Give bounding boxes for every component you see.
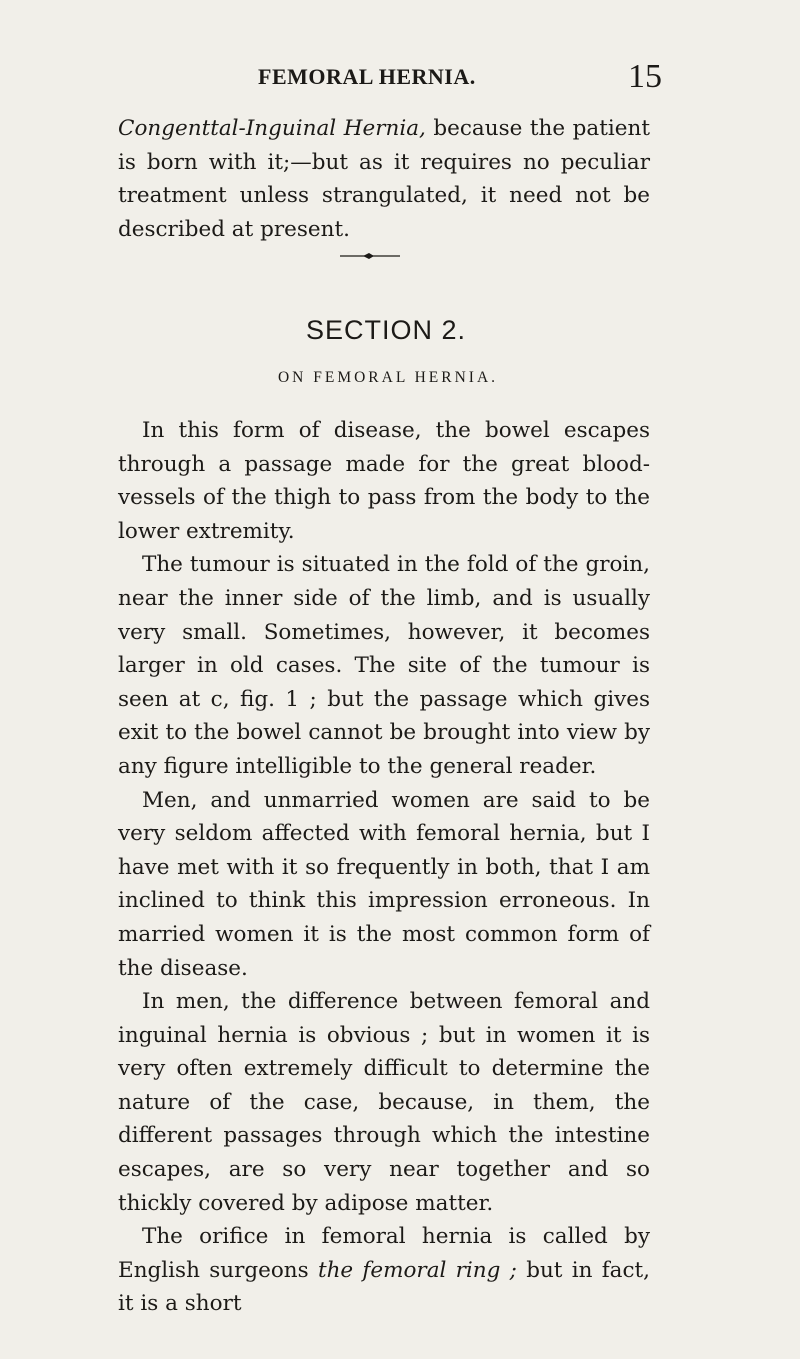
ornament-divider xyxy=(340,251,400,261)
opening-body: because the patient is born with it;—but as it requires no peculiar treatment unless strangulated, it need not be described at present. xyxy=(118,116,650,242)
paragraph: The tumour is situated in the fold of the groin, near the inner side of the limb, and is usually very small. Sometimes, however, it becomes larger in old cases. The site of the tumour is seen at c, fig. 1 ; but the passage which gives exit to the bowel cannot be brought into view by any figure intelligible to the general reader. xyxy=(118,552,650,779)
closing-paragraph xyxy=(118,1220,650,1321)
opening-text xyxy=(118,112,650,246)
opening-paragraph xyxy=(118,112,650,246)
main-text xyxy=(118,414,650,1321)
closing-text-after: but in fact, it is a short xyxy=(118,1257,650,1317)
paragraph: In men, the difference between femoral and inguinal hernia is obvious ; but in women it is very often extremely difficult to determine the nature of the case, because, in them, the different passages through which the intestine escapes, are so very near together and so thickly covered by adipose matter. xyxy=(118,989,650,1216)
italic-term: the femoral ring ; xyxy=(317,1257,517,1283)
closing-text-before: The orifice in femoral hernia is called by English surgeons xyxy=(118,1224,650,1283)
section-heading xyxy=(0,315,800,346)
section-subtitle xyxy=(0,369,800,387)
paragraph: Men, and unmarried women are said to be very seldom affected with femoral hernia, but I have met with it so frequently in both, that I am inclined to think this impression erroneous. In married women it is the most common form of the disease. xyxy=(118,787,650,981)
section-subtitle-text: ON FEMORAL HERNIA. xyxy=(277,369,499,386)
page-number: 15 xyxy=(628,58,662,95)
section-title: SECTION 2. xyxy=(305,315,467,345)
running-head: FEMORAL HERNIA. xyxy=(258,64,476,89)
italic-lead: Congenttal-Inguinal Hernia, xyxy=(118,116,426,141)
paragraph: In this form of disease, the bowel escapes through a passage made for the great blood-vessels of the thigh to pass from the body to the lower extremity. xyxy=(118,418,650,544)
